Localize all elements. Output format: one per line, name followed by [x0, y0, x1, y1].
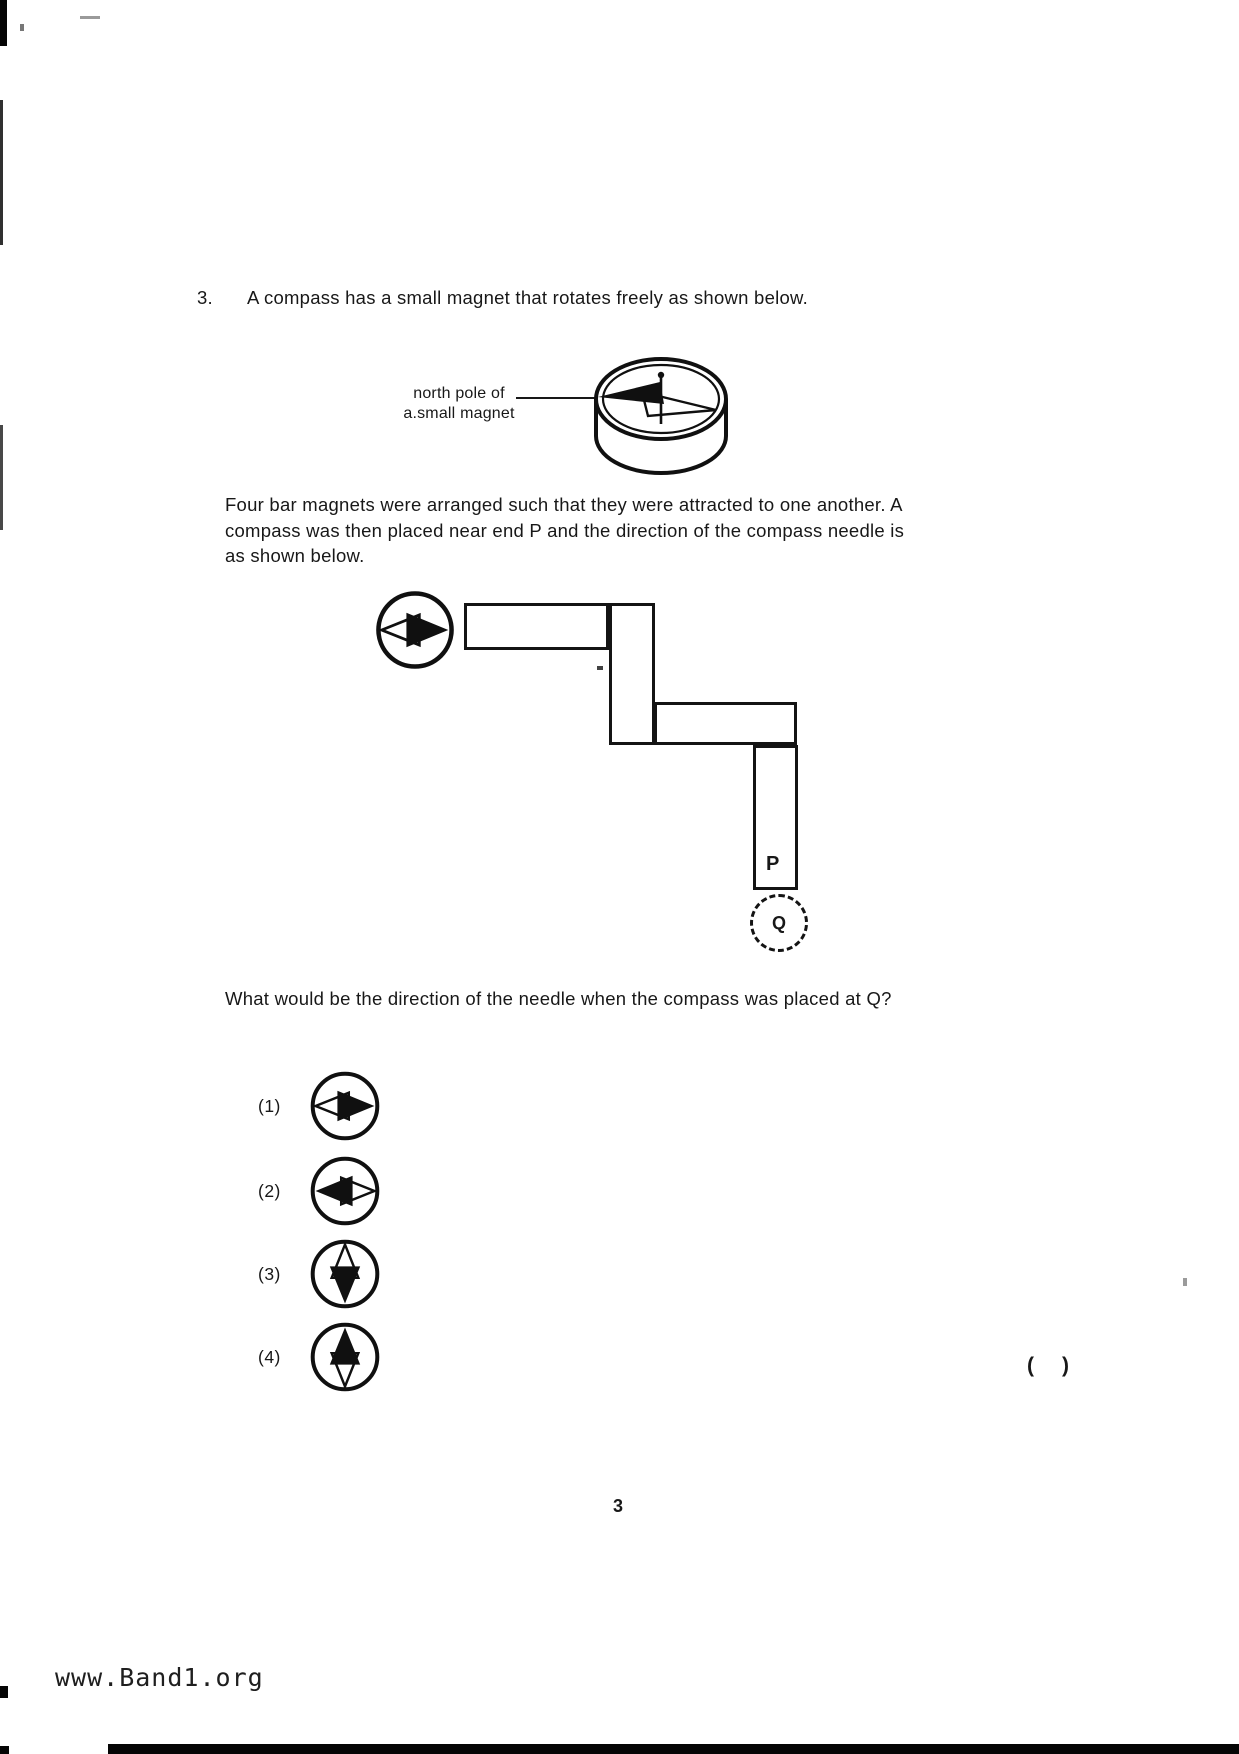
page-number: 3: [613, 1496, 624, 1516]
paragraph-line: as shown below.: [225, 545, 365, 566]
bar-magnet-3: [654, 702, 797, 745]
figure-compass-label-line1: north pole of: [413, 385, 505, 402]
option-3-label: (3): [258, 1264, 281, 1284]
figure-compass-label: [395, 384, 523, 424]
scan-speck: [597, 666, 603, 670]
option-4-compass: [307, 1319, 383, 1395]
scan-artifact-left-strip: [0, 100, 3, 245]
position-q-label: Q: [771, 912, 786, 933]
scan-artifact-bottom-bar: [108, 1744, 1239, 1754]
scan-artifact-left-mark: [0, 1686, 8, 1698]
paragraph-line: Four bar magnets were arranged such that they were attracted to one another. A: [225, 494, 903, 515]
option-2-label: (2): [258, 1181, 281, 1201]
bar-magnet-1: [464, 603, 609, 650]
scan-speck: [1183, 1278, 1187, 1286]
paragraph-line: compass was then placed near end P and the direction of the compass needle is: [225, 519, 905, 541]
option-4-label: (4): [258, 1347, 281, 1367]
answer-bracket-close: ): [1062, 1354, 1069, 1377]
scan-artifact-left-strip-2: [0, 425, 3, 530]
question-prompt: What would be the direction of the needle when the compass was placed at Q?: [225, 988, 892, 1009]
position-q-circle: [750, 894, 808, 952]
bar-magnet-2: [609, 603, 655, 745]
watermark-url: www.Band1.org: [55, 1663, 264, 1692]
figure-compass-label-line2: a.small magnet: [403, 405, 515, 422]
option-3-compass: [307, 1236, 383, 1312]
scan-speck: [20, 24, 24, 31]
end-p-label: P: [766, 853, 780, 875]
option-2-compass: [307, 1153, 383, 1229]
question-intro-text: A compass has a small magnet that rotates freely as shown below.: [247, 287, 809, 308]
diagram-compass: [372, 587, 458, 673]
scan-artifact-bottom-corner: [0, 1746, 9, 1754]
option-1-compass: [307, 1068, 383, 1144]
option-1-label: (1): [258, 1096, 281, 1116]
compass-figure: [576, 344, 746, 478]
question-paragraph: [225, 492, 904, 569]
answer-bracket-open: (: [1027, 1354, 1034, 1377]
answer-brackets: [1027, 1354, 1069, 1378]
scan-artifact-top-left: [0, 0, 7, 46]
question-number: 3.: [197, 287, 213, 308]
scan-speck: [80, 16, 100, 19]
